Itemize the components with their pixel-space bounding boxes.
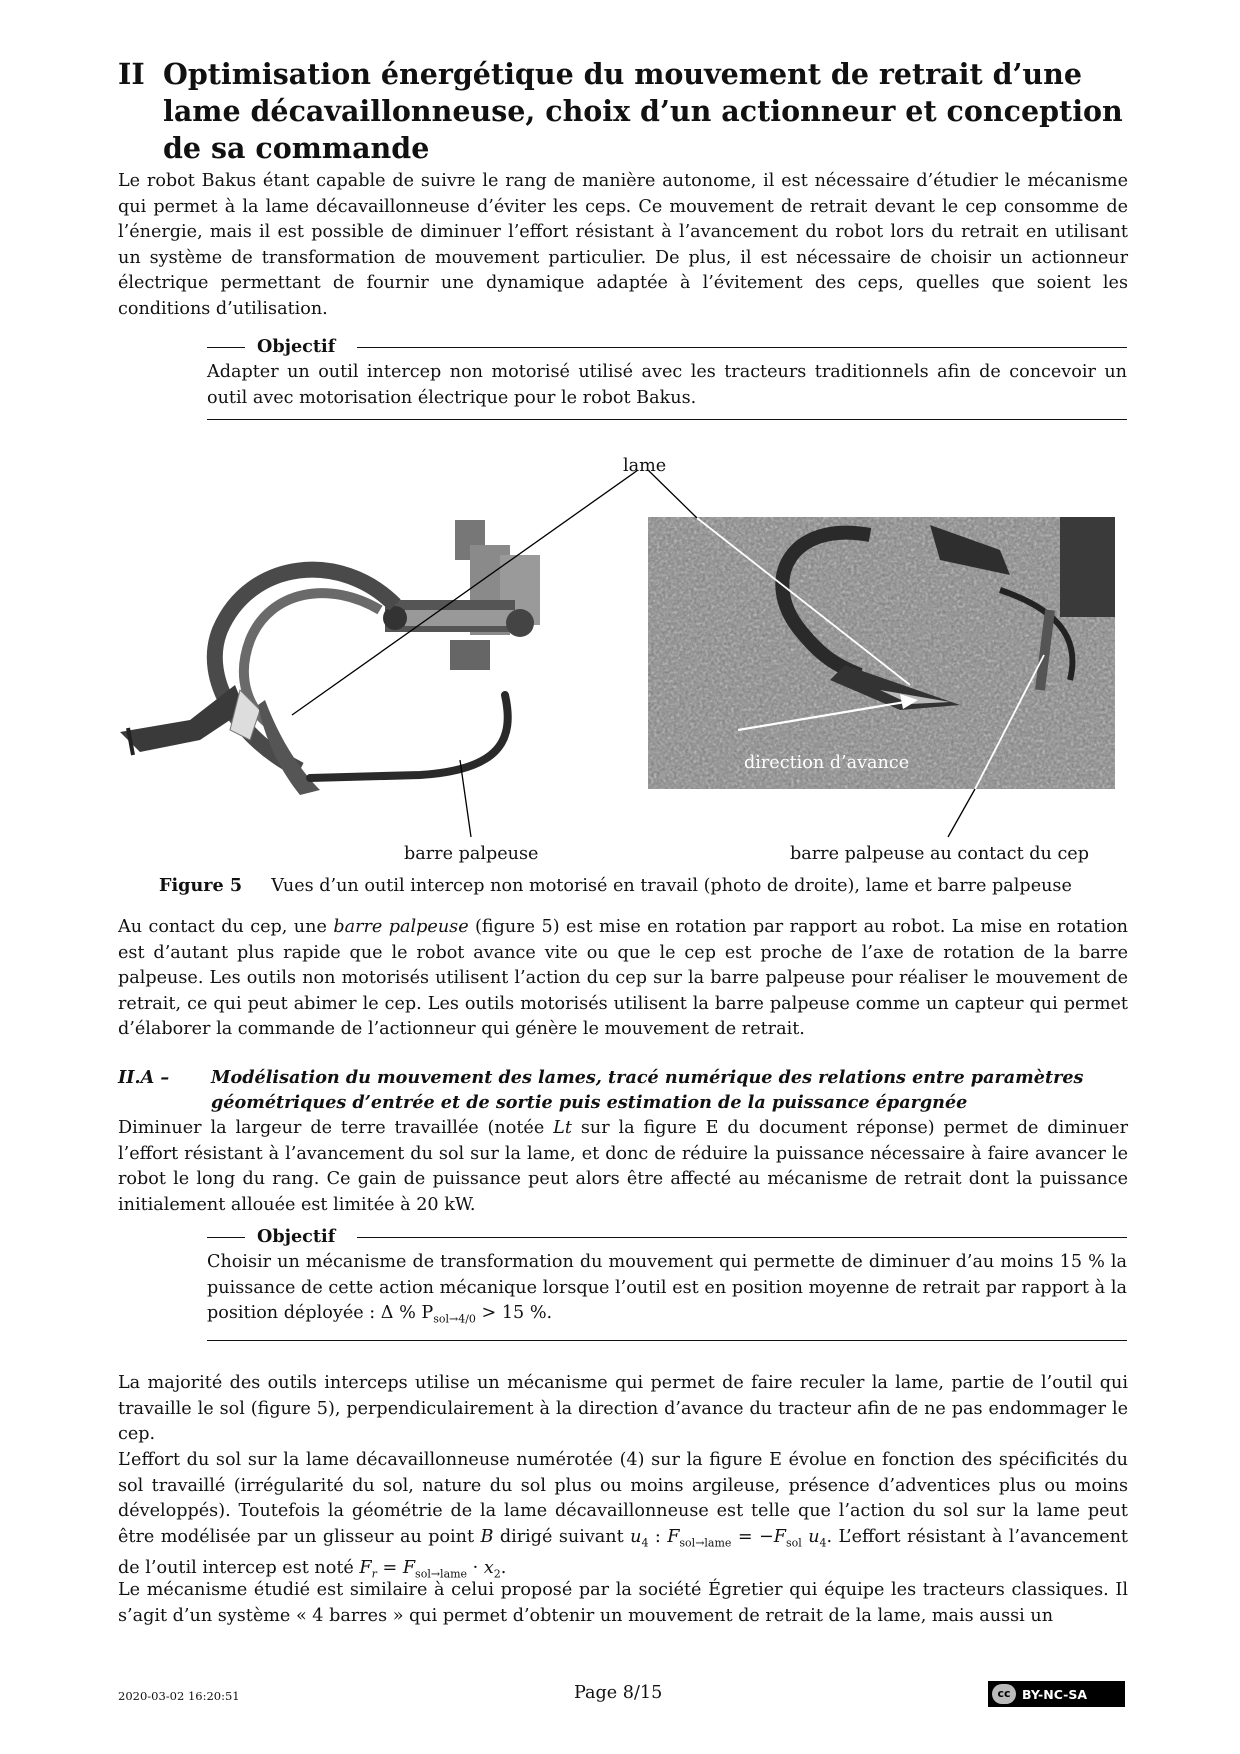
section-heading — [118, 56, 1128, 167]
license-badge — [988, 1681, 1125, 1707]
rule — [357, 1237, 1127, 1238]
paragraph-egretier: Le mécanisme étudié est similaire à celui proposé par la société Égretier qui équipe les tracteurs classiques. Il s’agit d’un système « 4 barres » qui permet d’obtenir un mouvement de retrait de la lame, mais aussi un — [118, 1580, 1128, 1626]
label-barre-palpeuse: barre palpeuse — [404, 844, 539, 864]
math-point: B — [480, 1526, 494, 1547]
formula-subscript: sol→4/0 — [433, 1312, 476, 1326]
label-lame: lame — [623, 456, 667, 476]
text: Choisir un mécanisme de transformation du mouvement qui permette de diminuer d’au moins 15 % la puissance de cette action mécanique lorsque l’outil est en position moyenne de retrait par rapport à la position déployée : — [207, 1252, 1127, 1323]
objective-text: Adapter un outil intercep non motorisé utilisé avec les tracteurs traditionnels afin de concevoir un outil avec motorisation électrique pour le robot Bakus. — [207, 362, 1127, 408]
footer-timestamp: 2020-03-02 16:20:51 — [118, 1689, 240, 1703]
text: sur la figure E du document réponse) permet de diminuer l’effort résistant à l’avancement du sol sur la lame, et donc de réduire la puissance nécessaire à faire avancer le robot le long du rang. Ce gain de puissance peut alors être affecté au mécanisme de retrait dont la puissance initialement allouée est limitée à 20 kW. — [118, 1118, 1128, 1215]
section-title: Optimisation énergétique du mouvement de retrait d’une lame décavaillonneuse, choix d’un actionneur et conception de sa commande — [163, 57, 1123, 165]
figure-caption-number: Figure 5 — [159, 875, 243, 896]
formula-end: > 15 %. — [475, 1303, 553, 1323]
rule — [207, 347, 245, 348]
field-photo-right — [648, 517, 1115, 789]
text: dirigé suivant — [493, 1526, 631, 1547]
objective-label: Objectif — [257, 336, 336, 357]
text: Diminuer la largeur de terre travaillée (notée — [118, 1118, 554, 1138]
rule — [357, 347, 1127, 348]
subsection-title: Modélisation du mouvement des lames, tracé numérique des relations entre paramètres géométriques d’entrée et de sortie puis estimation de la puissance épargnée — [211, 1067, 1084, 1113]
figure-caption-text: Vues d’un outil intercep non motorisé en travail (photo de droite), lame et barre palpeuse — [271, 876, 1072, 896]
formula — [380, 1303, 553, 1326]
objective-label: Objectif — [257, 1226, 336, 1247]
intro-paragraph: Le robot Bakus étant capable de suivre le rang de manière autonome, il est nécessaire d’étudier le mécanisme qui permet à la lame décavaillonneuse d’éviter les ceps. Ce mouvement de retrait devant le cep consomme de l’énergie, mais il est possible de diminuer l’effort résistant à l’avancement du robot lors du retrait en utilisant un système de transformation de mouvement particulier. De plus, il est nécessaire de choisir un actionneur électrique permettant de fournir une dynamique adaptée à l’évitement des ceps, quelles que soient les conditions d’utilisation. — [118, 171, 1128, 319]
label-barre-palpeuse-contact: barre palpeuse au contact du cep — [790, 844, 1089, 864]
emphasis: barre palpeuse — [333, 917, 469, 937]
footer-page: Page 8/15 — [574, 1683, 663, 1703]
rule — [207, 419, 1127, 420]
rule — [207, 1237, 245, 1238]
text: L’effort du sol sur la lame décavaillonneuse numérotée (4) sur la figure E évolue en fonction des spécificités du sol travaillé (irrégularité du sol, nature du sol plus ou moins argileuse, présence d’adventices plus ou moins développés). Toutefois la géométrie de la lame décavaillonneuse est telle que l’action du sol sur la lame peut être modélisée par un glisseur au point — [118, 1450, 1128, 1547]
objective-header — [207, 1224, 1127, 1250]
license-text: BY-NC-SA — [1022, 1686, 1088, 1702]
objective-box-1 — [207, 334, 1127, 420]
tool-photo-left — [120, 520, 540, 795]
text: (figure 5) est mise en rotation par rapport au robot. La mise en rotation est d’autant plus rapide que le robot avance vite ou que le cep est proche de l’axe de rotation de la barre palpeuse. Les outils non motorisés utilisent l’action du cep sur la barre palpeuse pour réaliser le mouvement de retrait, ce qui peut abimer le cep. Les outils motorisés utilisent la barre palpeuse comme un capteur qui permet d’élaborer la commande de l’actionneur qui génère le mouvement de retrait. — [118, 917, 1129, 1039]
text: Au contact du cep, une — [118, 917, 334, 937]
emphasis: Lt — [553, 1118, 572, 1138]
rule — [207, 1340, 1127, 1341]
figure-illustration — [0, 440, 1240, 880]
cc-icon: cc — [992, 1684, 1016, 1704]
label-direction-avance: direction d’avance — [744, 753, 910, 773]
objective-box-2 — [207, 1224, 1127, 1341]
section-number: II — [118, 57, 145, 91]
paragraph-effort-sol: L’effort du sol sur la lame décavaillonneuse numérotée (4) sur la figure E évolue en fonction des spécificités du sol travaillé (irrégularité du sol, nature du sol plus ou moins argileuse, présence d’adventices plus ou moins développés). Toutefois la géométrie de la lame décavaillonneuse est telle que l’action du sol sur la lame peut être modélisée par un glisseur au point B dirigé suivant $u_4$ : $F_{sol\to lame} = -F_{sol}$ $u_4$. L’effort résistant à l’avancement de l’outil intercep est noté $F_r = F_{sol\to lame} \cdot x_2$. — [118, 1450, 1129, 1581]
figure-5 — [0, 440, 1240, 880]
objective-text — [207, 1250, 1127, 1332]
text: L’effort résistant à l’avancement de l’outil intercep est noté — [118, 1526, 1129, 1578]
subsection-heading — [118, 1065, 1128, 1115]
paragraph-majorite: La majorité des outils interceps utilise un mécanisme qui permet de faire reculer la lame, partie de l’outil qui travaille le sol (figure 5), perpendiculairement à la direction d’avance du tracteur afin de ne pas endommager le cep. — [118, 1373, 1128, 1444]
objective-header — [207, 334, 1127, 360]
subsection-number: II.A – — [118, 1067, 170, 1088]
paragraph-largeur — [118, 1116, 1128, 1218]
paragraph-barre-palpeuse — [118, 915, 1128, 1043]
figure-caption — [159, 875, 1072, 897]
formula-main: Δ % P — [380, 1303, 434, 1323]
